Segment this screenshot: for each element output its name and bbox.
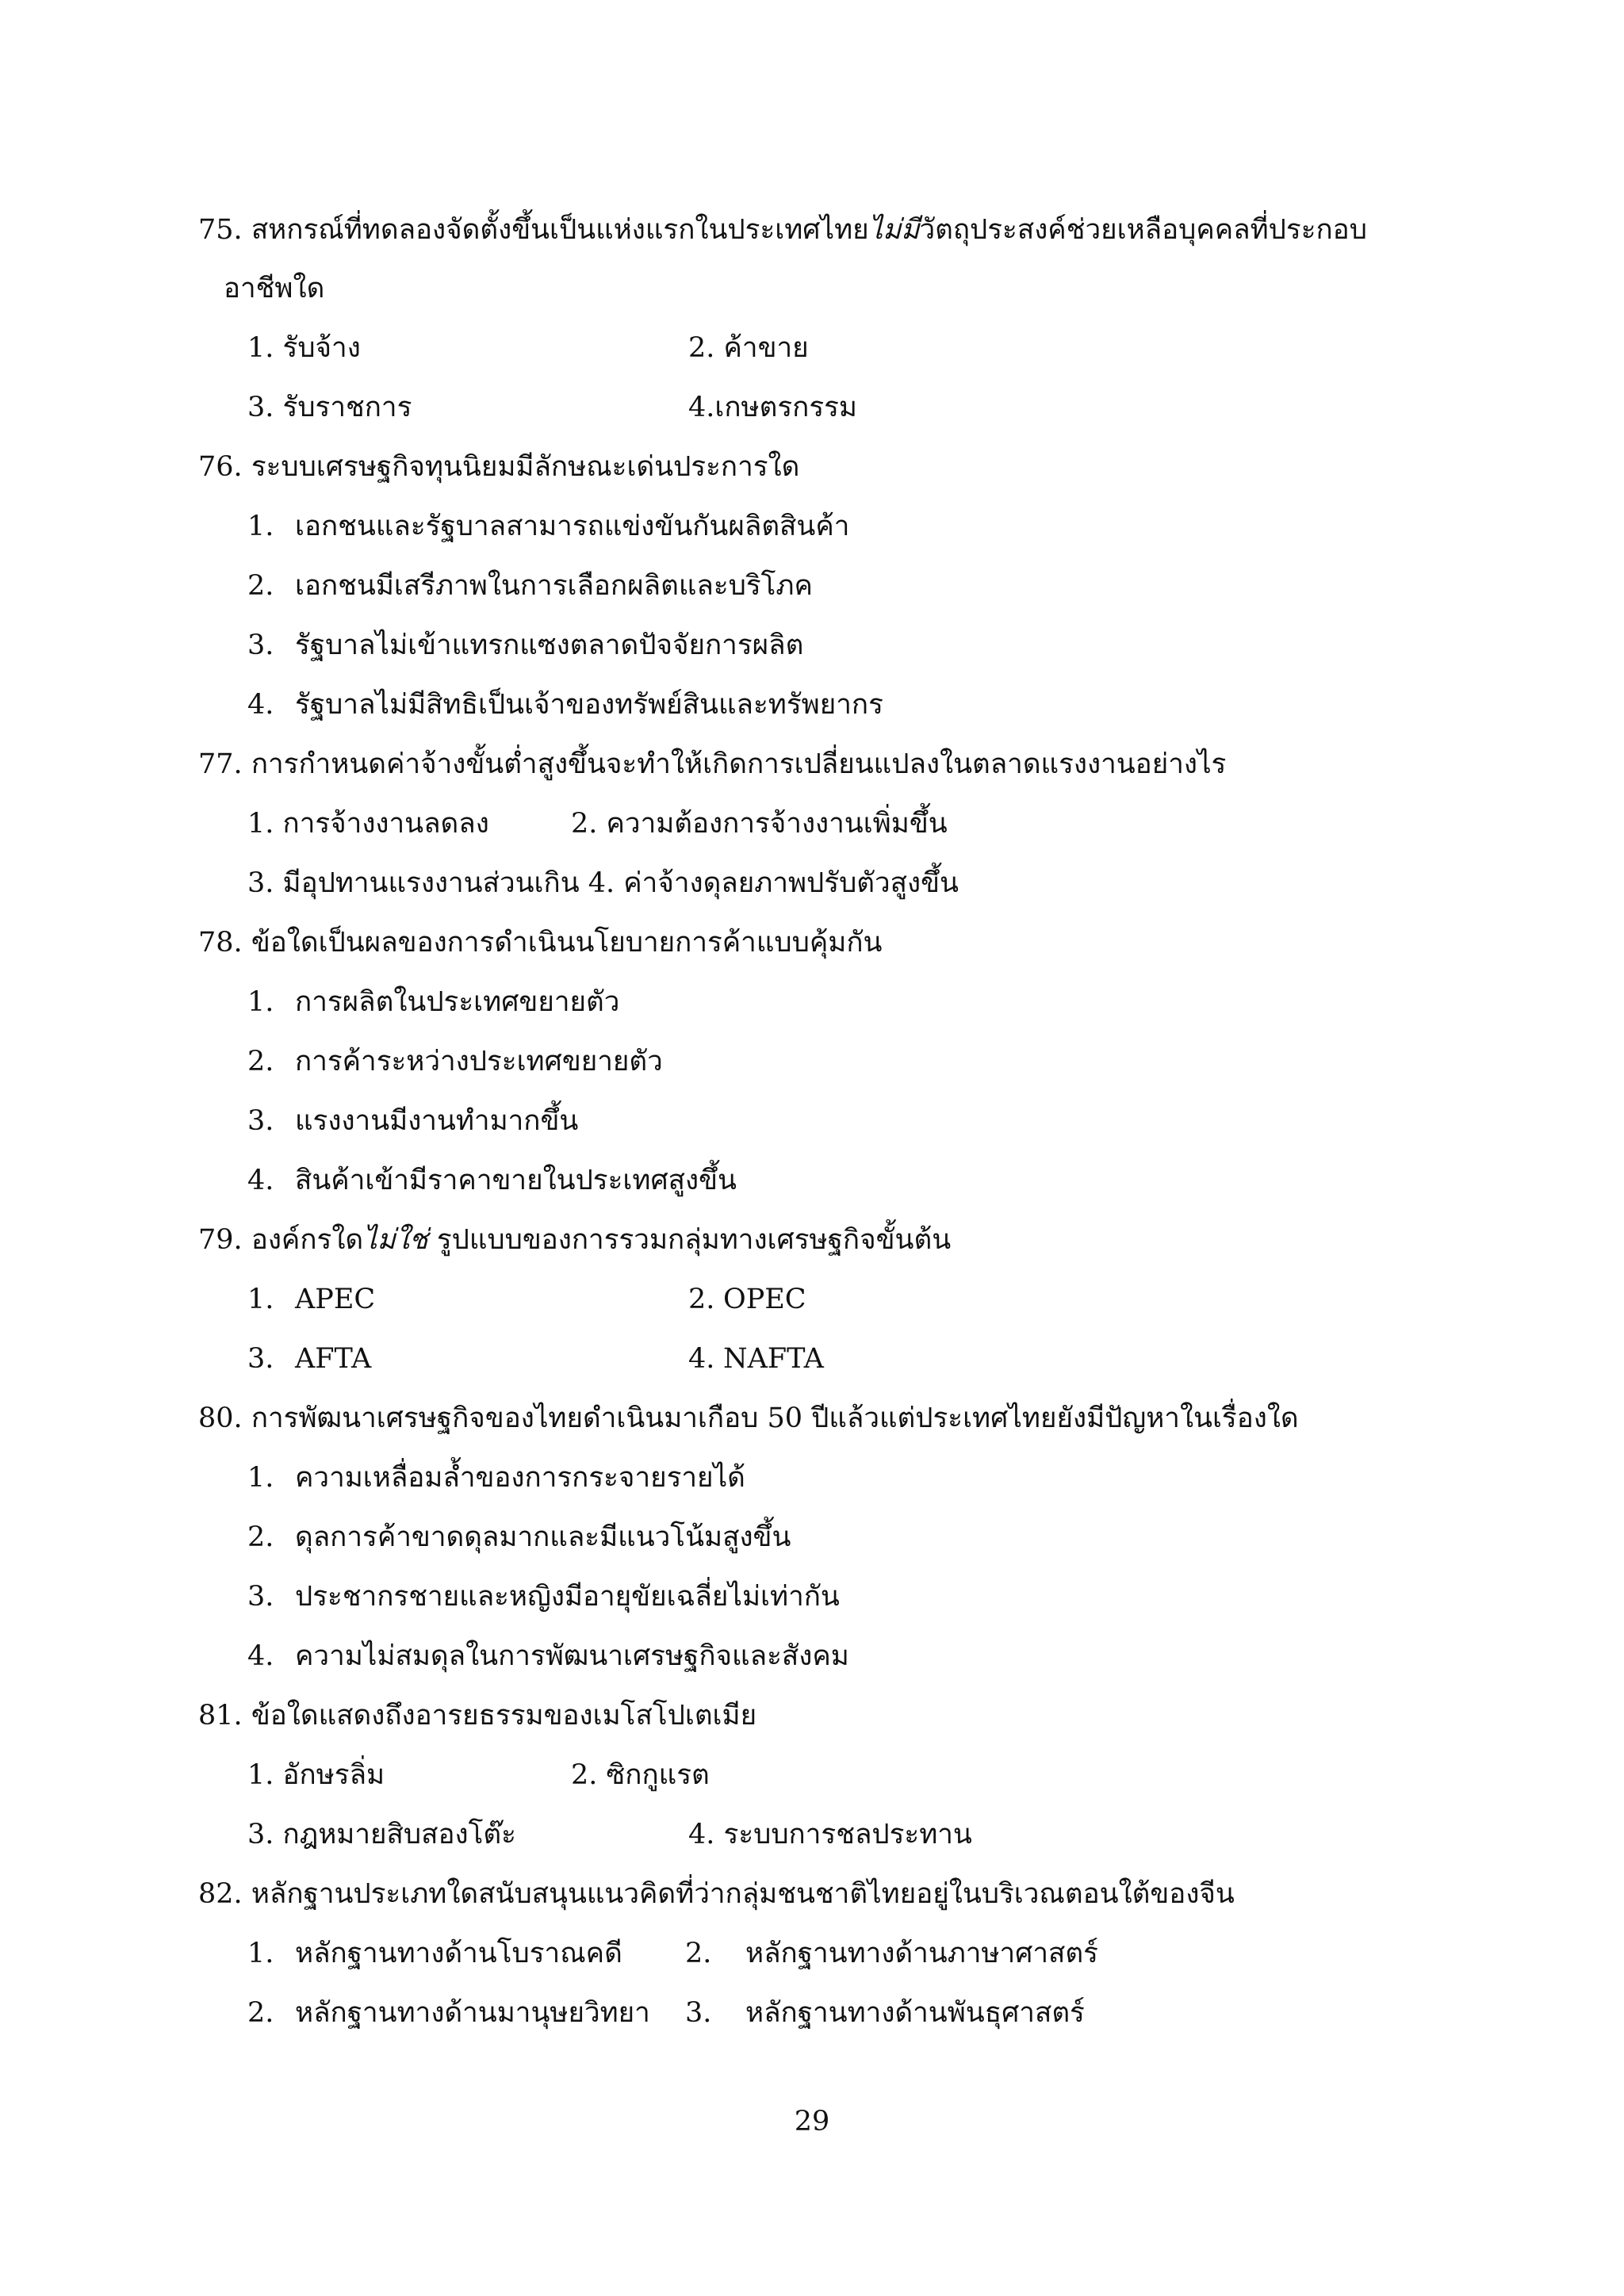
option-number: 2. bbox=[688, 1284, 715, 1315]
question-number: 77. bbox=[198, 748, 243, 780]
question-text: รูปแบบของการรวมกลุ่มทางเศรษฐกิจขั้นต้น bbox=[427, 1224, 952, 1256]
question-75-continuation: อาชีพใด bbox=[224, 273, 325, 304]
question-76 bbox=[198, 448, 799, 486]
question-number: 79. bbox=[198, 1224, 243, 1256]
option-number: 2. bbox=[247, 570, 274, 602]
question-text: หลักฐานประเภทใดสนับสนุนแนวคิดที่ว่ากลุ่มชนชาติไทยอยู่ในบริเวณตอนใต้ของจีน bbox=[251, 1878, 1235, 1910]
option-number: 2. bbox=[247, 1997, 274, 2029]
question-text: การพัฒนาเศรษฐกิจของไทยดำเนินมาเกือบ 50 ปีแล้วแต่ประเทศไทยยังมีปัญหาในเรื่องใด bbox=[251, 1402, 1299, 1434]
option-number: 1. bbox=[247, 1462, 274, 1494]
option-text: หลักฐานทางด้านพันธุศาสตร์ bbox=[745, 1997, 1085, 2029]
option-text: หลักฐานทางด้านมานุษยวิทยา bbox=[295, 1997, 650, 2029]
option-number: 3. bbox=[247, 1105, 274, 1137]
question-79 bbox=[198, 1221, 951, 1259]
option-number: 4. bbox=[247, 1165, 274, 1196]
question-82 bbox=[198, 1875, 1235, 1913]
option-number: 4. bbox=[247, 1640, 274, 1672]
option-text: แรงงานมีงานทำมากขึ้น bbox=[295, 1105, 579, 1137]
option-text: รัฐบาลไม่มีสิทธิเป็นเจ้าของทรัพย์สินและทรัพยากร bbox=[295, 689, 883, 721]
option-text: การผลิตในประเทศขยายตัว bbox=[295, 986, 620, 1018]
option-number: 4. bbox=[688, 1343, 715, 1375]
option-number: 2. bbox=[247, 1521, 274, 1553]
option: 3. กฎหมายสิบสองโต๊ะ bbox=[247, 1819, 516, 1850]
option: 2. ค้าขาย bbox=[688, 332, 809, 364]
question-text: ข้อใดแสดงถึงอารยธรรมของเมโสโปเตเมีย bbox=[251, 1700, 757, 1732]
option-number: 3. bbox=[685, 1997, 712, 2029]
option: 1. การจ้างงานลดลง bbox=[247, 808, 489, 840]
option-text: OPEC bbox=[723, 1284, 806, 1315]
question-80 bbox=[198, 1399, 1299, 1437]
option-number: 4. bbox=[247, 689, 274, 721]
option-text: เอกชนและรัฐบาลสามารถแข่งขันกันผลิตสินค้า bbox=[295, 511, 850, 542]
question-emphasis: ไม่ใช่ bbox=[363, 1224, 428, 1256]
option-text: การค้าระหว่างประเทศขยายตัว bbox=[295, 1046, 663, 1077]
question-number: 75. bbox=[198, 214, 243, 246]
option-text: หลักฐานทางด้านภาษาศาสตร์ bbox=[745, 1938, 1098, 1969]
option-text: ประชากรชายและหญิงมีอายุขัยเฉลี่ยไม่เท่ากัน bbox=[295, 1581, 840, 1613]
option-text: หลักฐานทางด้านโบราณคดี bbox=[295, 1938, 622, 1969]
question-text: ระบบเศรษฐกิจทุนนิยมมีลักษณะเด่นประการใด bbox=[251, 451, 800, 483]
question-77 bbox=[198, 745, 1226, 783]
question-number: 82. bbox=[198, 1878, 243, 1910]
option-text: ความเหลื่อมล้ำของการกระจายรายได้ bbox=[295, 1462, 745, 1494]
option-text: AFTA bbox=[295, 1343, 372, 1375]
option: 3. มีอุปทานแรงงานส่วนเกิน 4. ค่าจ้างดุลยภาพปรับตัวสูงขึ้น bbox=[247, 867, 959, 899]
question-text: การกำหนดค่าจ้างขั้นต่ำสูงขึ้นจะทำให้เกิดการเปลี่ยนแปลงในตลาดแรงงานอย่างไร bbox=[251, 748, 1227, 780]
option-number: 3. bbox=[247, 629, 274, 661]
question-number: 81. bbox=[198, 1700, 243, 1732]
option-text: เอกชนมีเสรีภาพในการเลือกผลิตและบริโภค bbox=[295, 570, 813, 602]
question-emphasis: ไม่มี bbox=[868, 214, 920, 246]
option-number: 1. bbox=[247, 1938, 274, 1969]
option-text: APEC bbox=[295, 1284, 376, 1315]
question-number: 80. bbox=[198, 1402, 243, 1434]
option-text: รัฐบาลไม่เข้าแทรกแซงตลาดปัจจัยการผลิต bbox=[295, 629, 804, 661]
option-number: 2. bbox=[685, 1938, 712, 1969]
option-text: ความไม่สมดุลในการพัฒนาเศรษฐกิจและสังคม bbox=[295, 1640, 849, 1672]
option-text: สินค้าเข้ามีราคาขายในประเทศสูงขึ้น bbox=[295, 1165, 737, 1196]
question-text: องค์กรใด bbox=[251, 1224, 364, 1256]
question-number: 76. bbox=[198, 451, 243, 483]
option-number: 1. bbox=[247, 1284, 274, 1315]
option: 4.เกษตรกรรม bbox=[688, 392, 858, 423]
option-text: ดุลการค้าขาดดุลมากและมีแนวโน้มสูงขึ้น bbox=[295, 1521, 791, 1553]
option-text: NAFTA bbox=[723, 1343, 824, 1375]
question-number: 78. bbox=[198, 927, 243, 959]
option: 1. รับจ้าง bbox=[247, 332, 361, 364]
question-78 bbox=[198, 924, 882, 962]
option-number: 1. bbox=[247, 986, 274, 1018]
question-text: วัตถุประสงค์ช่วยเหลือบุคคลที่ประกอบ bbox=[919, 214, 1367, 246]
option: 2. ซิกกูแรต bbox=[571, 1759, 710, 1791]
option-number: 3. bbox=[247, 1343, 274, 1375]
option-number: 2. bbox=[247, 1046, 274, 1077]
question-text: ข้อใดเป็นผลของการดำเนินนโยบายการค้าแบบคุ้มกัน bbox=[251, 927, 883, 959]
option-number: 1. bbox=[247, 511, 274, 542]
option-number: 3. bbox=[247, 1581, 274, 1613]
option: 1. อักษรลิ่ม bbox=[247, 1759, 385, 1791]
question-text: สหกรณ์ที่ทดลองจัดตั้งขึ้นเป็นแห่งแรกในประเทศไทย bbox=[251, 214, 869, 246]
page-number: 29 bbox=[794, 2106, 830, 2137]
question-81 bbox=[198, 1697, 756, 1735]
question-75 bbox=[198, 211, 1367, 249]
option: 3. รับราชการ bbox=[247, 392, 412, 423]
option: 4. ระบบการชลประทาน bbox=[688, 1819, 972, 1850]
option: 2. ความต้องการจ้างงานเพิ่มขึ้น bbox=[571, 808, 948, 840]
